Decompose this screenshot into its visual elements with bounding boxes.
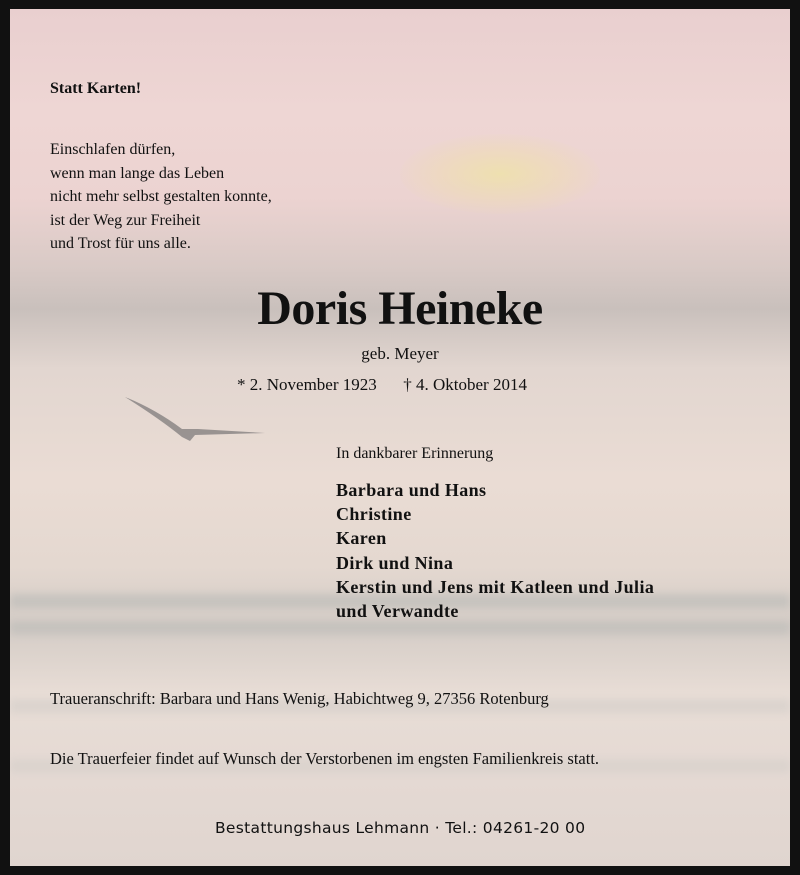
mourners-list	[336, 478, 654, 623]
mourning-address: Traueranschrift: Barbara und Hans Wenig, Habichtweg 9, 27356 Rotenburg	[50, 689, 549, 708]
poem	[50, 138, 272, 256]
sunset-background	[400, 134, 600, 214]
memory-line: In dankbarer Erinnerung	[336, 445, 494, 462]
notice-heading: Statt Karten!	[50, 80, 142, 97]
poem-line: wenn man lange das Leben	[50, 164, 225, 182]
seagull-icon	[120, 389, 270, 449]
death-date: † 4. Oktober 2014	[403, 375, 527, 394]
poem-line: nicht mehr selbst gestalten konnte,	[50, 188, 272, 205]
mourner-entry: Dirk und Nina	[336, 552, 454, 573]
deceased-name: Doris Heineke	[257, 282, 543, 335]
mourner-entry: Karen	[336, 528, 387, 549]
maiden-name: geb. Meyer	[361, 344, 439, 363]
mourner-entry: Barbara und Hans	[336, 480, 487, 500]
mourner-entry: und Verwandte	[336, 601, 459, 622]
poem-line: und Trost für uns alle.	[50, 235, 191, 252]
mourner-entry: Christine	[336, 504, 412, 525]
poem-line: Einschlafen dürfen,	[50, 141, 176, 158]
life-dates	[237, 375, 527, 395]
birth-date: * 2. November 1923	[237, 375, 377, 394]
mourner-entry: Kerstin und Jens mit Katleen und Julia	[336, 576, 655, 597]
obituary-card	[10, 9, 790, 866]
ceremony-note: Die Trauerfeier findet auf Wunsch der Verstorbenen im engsten Familienkreis statt.	[50, 749, 600, 768]
undertaker-contact: Bestattungshaus Lehmann · Tel.: 04261-20 00	[215, 819, 586, 837]
poem-line: ist der Weg zur Freiheit	[50, 211, 201, 229]
